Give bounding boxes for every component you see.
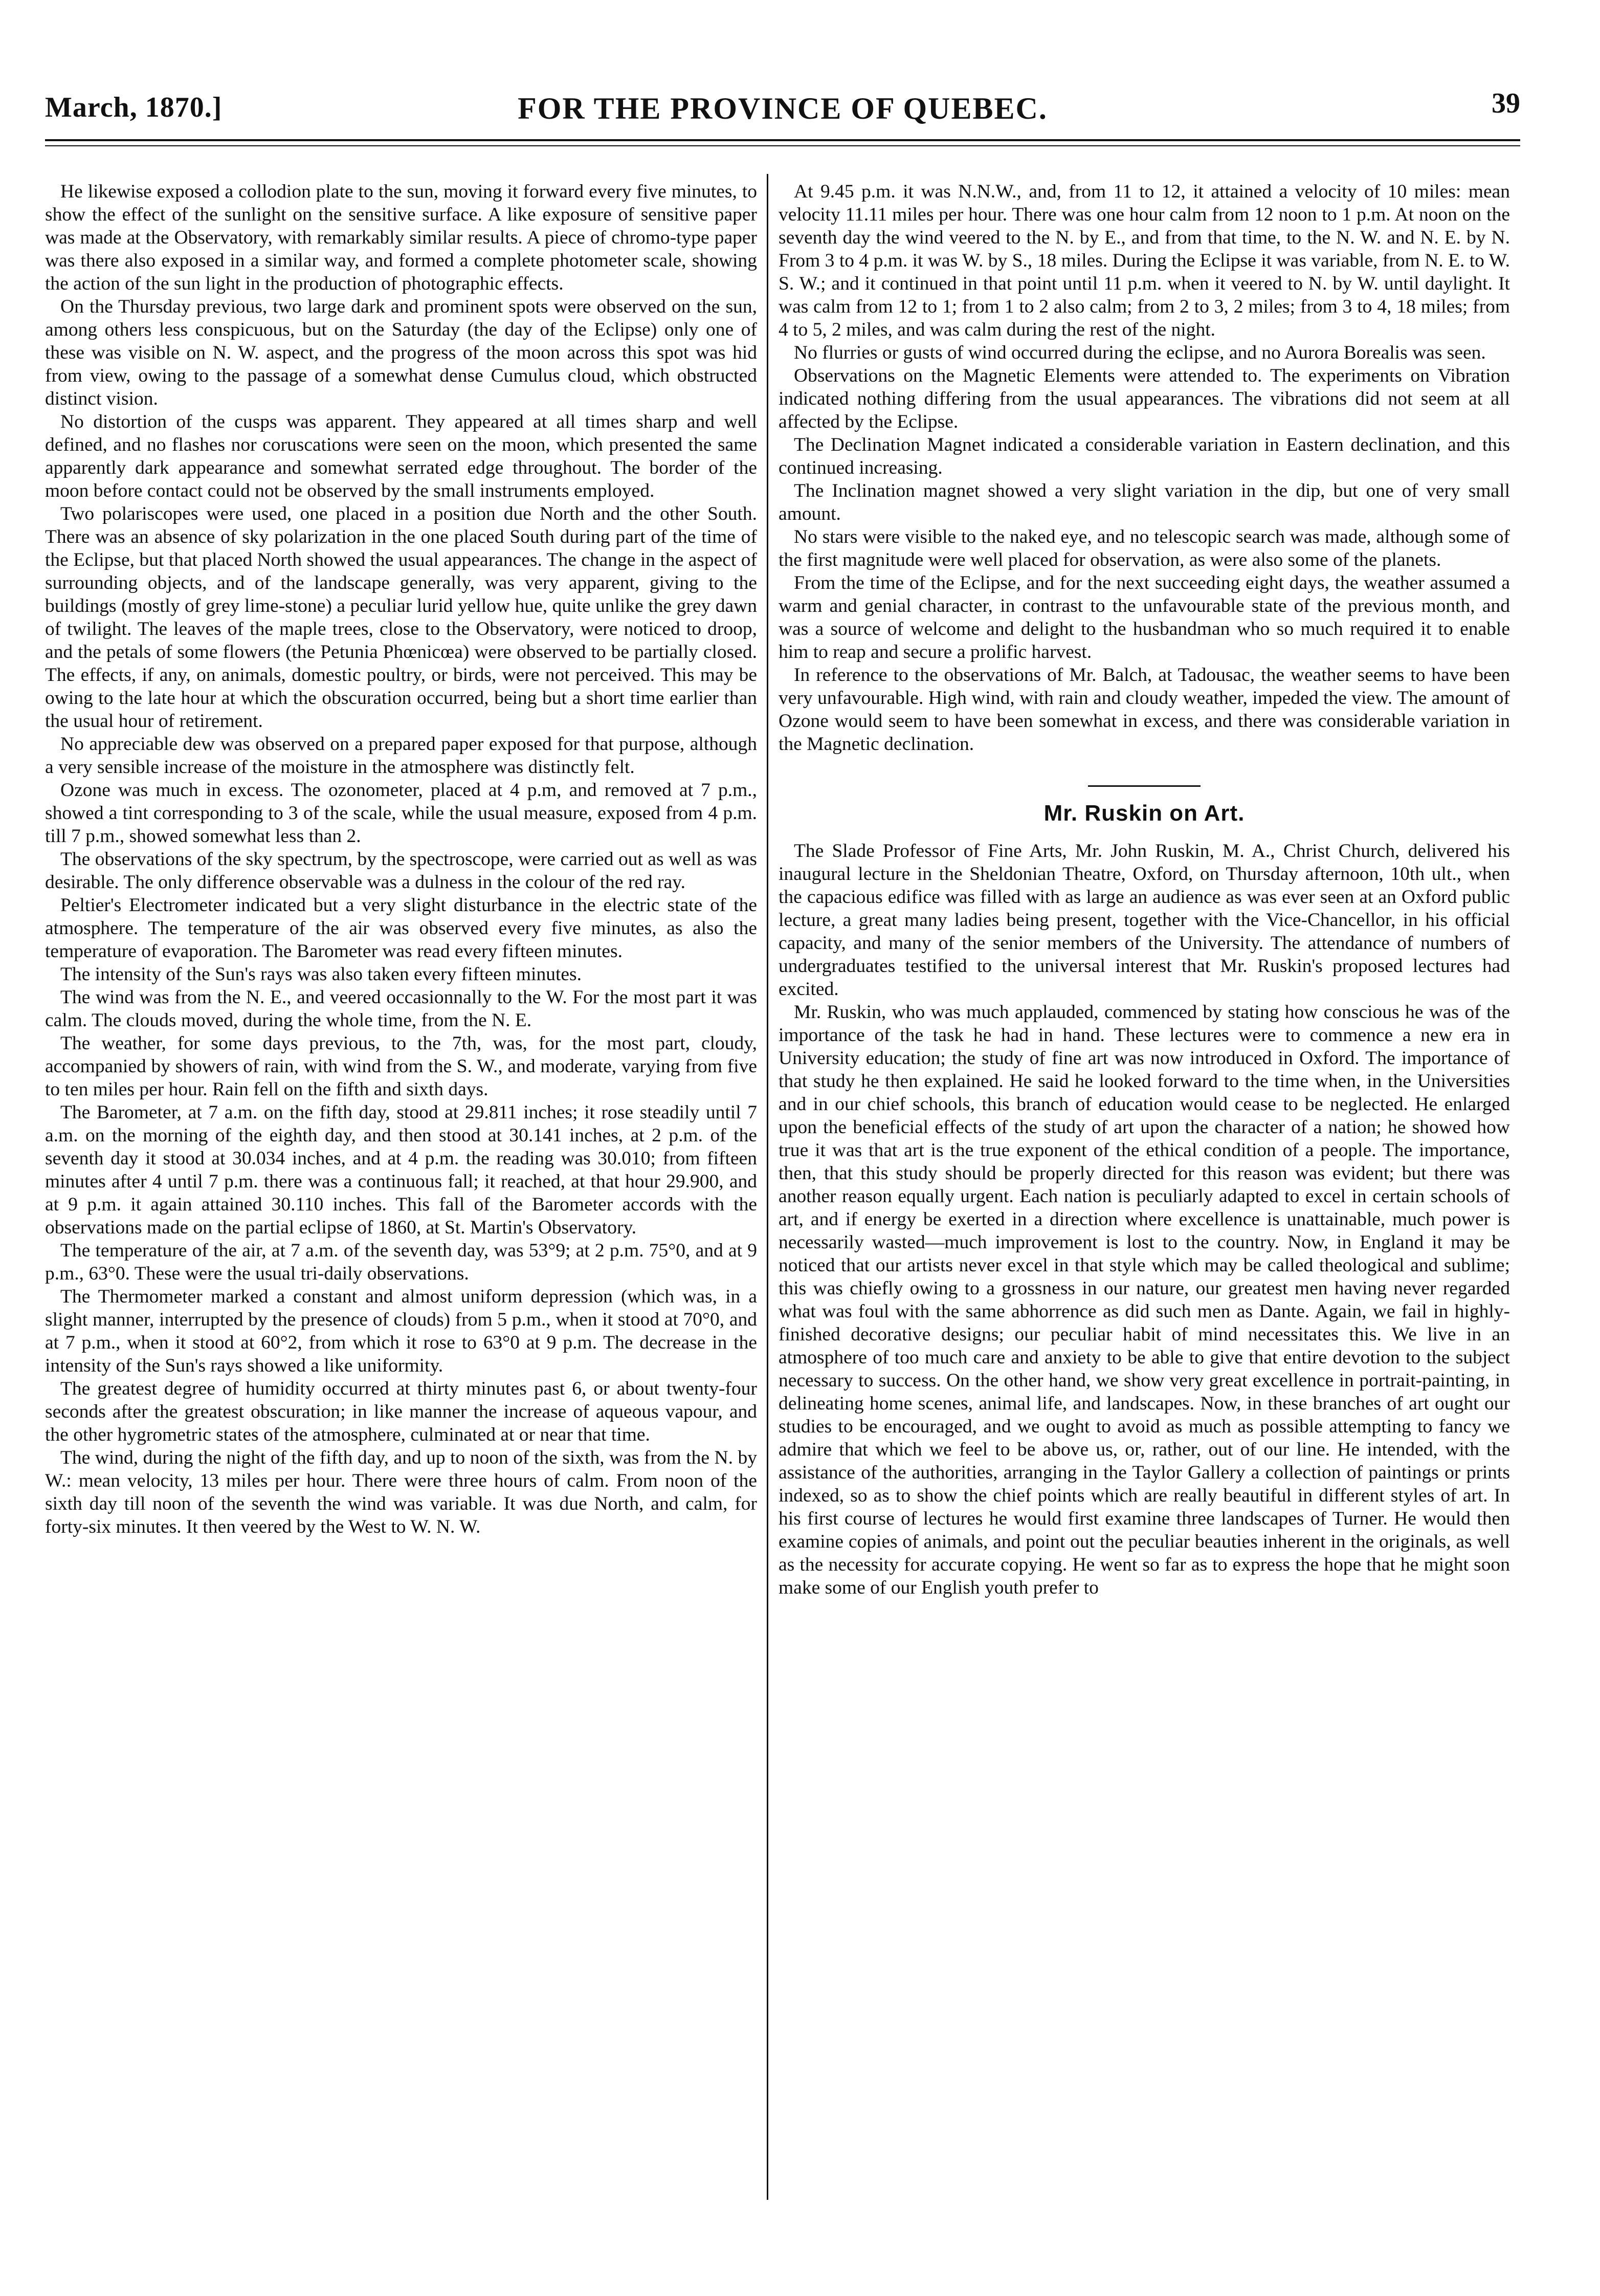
- paragraph: The greatest degree of humidity occurred at thirty minutes past 6, or about twenty-four seconds after the greatest obscuration; in like manner the increase of aqueous vapour, and the other hygrometric states of the atmosphere, culminated at or near that time.: [45, 1378, 757, 1445]
- header-rule-thin: [45, 145, 1520, 146]
- paragraph: The Barometer, at 7 a.m. on the fifth day, stood at 29.811 inches; it rose steadily until 7 a.m. on the morning of the eighth day, and then stood at 30.141 inches, at 2 p.m. of the seventh day it stood at 30.034 inches, and at 4 p.m. the reading was 30.010; from fifteen minutes after 4 until 7 p.m. there was a continuous fall; it reached, at that hour 29.900, and at 9 p.m. it again attained 30.110 inches. This fall of the Barometer accords with the observations made on the partial eclipse of 1860, at St. Martin's Observatory.: [45, 1102, 757, 1238]
- paragraph: In reference to the observations of Mr. Balch, at Tadousac, the weather seems to have been very unfavourable. High wind, with rain and cloudy weather, impeded the view. The amount of Ozone would seem to have been somewhat in excess, and there was considerable variation in the Magnetic declination.: [779, 665, 1510, 755]
- paragraph: From the time of the Eclipse, and for the next succeeding eight days, the weather assumed a warm and genial character, in contrast to the unfavourable state of the previous month, and was a source of welcome and delight to the husbandman who so much required it to enable him to reap and secure a prolific harvest.: [779, 572, 1510, 663]
- paragraph: Observations on the Magnetic Elements were attended to. The experiments on Vibration indicated nothing differing from the usual appearances. The vibrations did not seem at all affected by the Eclipse.: [779, 365, 1510, 432]
- paragraph: Two polariscopes were used, one placed in a position due North and the other South. There was an absence of sky polarization in the one placed South during part of the time of the Eclipse, but that placed North showed the usual appearances. The change in the aspect of surrounding objects, and of the landscape generally, was very apparent, giving to the buildings (mostly of grey lime-stone) a peculiar lurid yellow hue, quite unlike the grey dawn of twilight. The leaves of the maple trees, close to the Observatory, were noticed to droop, and the petals of some flowers (the Petunia Phœnicœa) were observed to be partially closed. The effects, if any, on animals, domestic poultry, or birds, were not perceived. This may be owing to the late hour at which the obscuration occurred, being but a short time earlier than the usual hour of retirement.: [45, 503, 757, 732]
- paragraph: The temperature of the air, at 7 a.m. of the seventh day, was 53°9; at 2 p.m. 75°0, and at 9 p.m., 63°0. These were the usual tri-daily observations.: [45, 1240, 757, 1284]
- paragraph: The wind, during the night of the fifth day, and up to noon of the sixth, was from the N. by W.: mean velocity, 13 miles per hour. There were three hours of calm. From noon of the sixth day till noon of the seventh the wind was variable. It was due North, and calm, for forty-six minutes. It then veered by the West to W. N. W.: [45, 1447, 757, 1537]
- paragraph: No flurries or gusts of wind occurred during the eclipse, and no Aurora Borealis was seen.: [794, 342, 1486, 363]
- paragraph: At 9.45 p.m. it was N.N.W., and, from 11 to 12, it attained a velocity of 10 miles: mean velocity 11.11 miles per hour. There was one hour calm from 12 noon to 1 p.m. At noon on the seventh day the wind veered to the N. by E., and from that time, to the N. W. and N. E. by N. From 3 to 4 p.m. it was W. by S., 18 miles. During the Eclipse it was variable, from N. E. to W. S. W.; and it continued in that point until 11 p.m. when it veered to N. by W. until daylight. It was calm from 12 to 1; from 1 to 2 also calm; from 2 to 3, 2 miles; from 3 to 4, 18 miles; from 4 to 5, 2 miles, and was calm during the rest of the night.: [779, 181, 1510, 340]
- paragraph: Mr. Ruskin, who was much applauded, commenced by stating how conscious he was of the importance of the task he had in hand. These lectures were to commence a new era in University education; the study of fine art was now introduced in Oxford. The importance of that study he then explained. He said he looked forward to the time when, in the Universities and in our chief schools, this branch of education would cease to be neglected. He enlarged upon the beneficial effects of the study of art upon the character of a nation; he showed how true it was that art is the true exponent of the ethical condition of a people. The importance, then, that this study should be properly directed for this reason was evident; but there was another reason equally urgent. Each nation is peculiarly adapted to excel in certain schools of art, and if energy be exerted in a direction where excellence is unattainable, much power is necessarily wasted—much improvement is lost to the country. Now, in England it may be noticed that our artists never excel in that style which may be called theological and sublime; this was chiefly owing to a grossness in our nature, our greatest men having never regarded what was foul with the same abhorrence as did such men as Dante. Again, we fail in highly-finished decorative designs; our peculiar habit of mind necessitates this. We live in an atmosphere of too much care and anxiety to be able to give that entire devotion to the subject necessary to success. On the other hand, we show very great excellence in portrait-painting, in delineating home scenes, animal life, and landscapes. Now, in these branches of art ought our studies to be encouraged, and we ought to avoid as much as possible attempting to fancy we admire that which we feel to be above us, or, rather, out of our line. He intended, with the assistance of the authorities, arranging in the Taylor Gallery a collection of paintings or prints indexed, so as to show the chief points which are really beautiful in different styles of art. In his first course of lectures he would first examine three landscapes of Turner. He would then examine copies of animals, and point out the peculiar beauties inherent in the originals, as well as the necessity for accurate copying. He went so far as to express the hope that he might soon make some of our English youth prefer to: [779, 1001, 1510, 1598]
- left-column: [45, 180, 757, 1538]
- right-column: [779, 180, 1510, 1599]
- header-title: FOR THE PROVINCE OF QUEBEC.: [518, 92, 1048, 125]
- paragraph: The Slade Professor of Fine Arts, Mr. John Ruskin, M. A., Christ Church, delivered his inaugural lecture in the Sheldonian Theatre, Oxford, on Thursday afternoon, 10th ult., when the capacious edifice was filled with as large an audience as was ever seen at an Oxford public lecture, a great many ladies being present, together with the Vice-Chancellor, in his official capacity, and many of the senior members of the University. The attendance of numbers of undergraduates testified to the universal interest that Mr. Ruskin's proposed lectures had excited.: [779, 840, 1510, 1000]
- paragraph: The weather, for some days previous, to the 7th, was, for the most part, cloudy, accompanied by showers of rain, with wind from the S. W., and moderate, varying from five to ten miles per hour. Rain fell on the fifth and sixth days.: [45, 1033, 757, 1100]
- header-date: March, 1870.]: [45, 92, 223, 123]
- header-rule: [45, 139, 1520, 141]
- page-header: [45, 87, 1520, 137]
- paragraph: The intensity of the Sun's rays was also taken every fifteen minutes.: [60, 964, 582, 985]
- column-divider: [767, 174, 768, 2200]
- paragraph: No stars were visible to the naked eye, and no telescopic search was made, although some of the first magnitude were well placed for observation, as were also some of the planets.: [779, 526, 1510, 570]
- paragraph: No appreciable dew was observed on a prepared paper exposed for that purpose, although a very sensible increase of the moisture in the atmosphere was distinctly felt.: [45, 734, 757, 778]
- section-title: Mr. Ruskin on Art.: [1043, 801, 1245, 826]
- paragraph: The Inclination magnet showed a very slight variation in the dip, but one of very small amount.: [779, 480, 1510, 524]
- paragraph: He likewise exposed a collodion plate to the sun, moving it forward every five minutes, to show the effect of the sunlight on the sensitive surface. A like exposure of sensitive paper was made at the Observatory, with remarkably similar results. A piece of chromo-type paper was there also exposed in a similar way, and formed a complete photometer scale, showing the action of the sun light in the production of photographic effects.: [45, 181, 757, 294]
- page-number: 39: [1492, 87, 1520, 119]
- paragraph: Peltier's Electrometer indicated but a very slight disturbance in the electric state of the atmosphere. The temperature of the air was observed every five minutes, as also the temperature of evaporation. The Barometer was read every fifteen minutes.: [45, 895, 757, 962]
- paragraph: The Declination Magnet indicated a considerable variation in Eastern declination, and this continued increasing.: [779, 434, 1510, 478]
- section-rule: [1088, 785, 1201, 787]
- paragraph: The wind was from the N. E., and veered occasionnally to the W. For the most part it was calm. The clouds moved, during the whole time, from the N. E.: [45, 987, 757, 1031]
- paragraph: Ozone was much in excess. The ozonometer, placed at 4 p.m, and removed at 7 p.m., showed a tint corresponding to 3 of the scale, while the usual measure, exposed from 4 p.m. till 7 p.m., showed somewhat less than 2.: [45, 780, 757, 847]
- paragraph: The observations of the sky spectrum, by the spectroscope, were carried out as well as was desirable. The only difference observable was a dulness in the colour of the red ray.: [45, 849, 757, 893]
- paragraph: The Thermometer marked a constant and almost uniform depression (which was, in a slight manner, interrupted by the presence of clouds) from 5 p.m., when it stood at 70°0, and at 7 p.m., when it stood at 60°2, from which it rose to 63°0 at 9 p.m. The decrease in the intensity of the Sun's rays showed a like uniformity.: [45, 1286, 757, 1376]
- paragraph: No distortion of the cusps was apparent. They appeared at all times sharp and well defined, and no flashes nor coruscations were seen on the moon, which presented the same apparently dark appearance and somewhat serrated edge throughout. The border of the moon before contact could not be observed by the small instruments employed.: [45, 411, 757, 501]
- paragraph: On the Thursday previous, two large dark and prominent spots were observed on the sun, among others less conspicuous, but on the Saturday (the day of the Eclipse) only one of these was visible on N. W. aspect, and the progress of the moon across this spot was hid from view, owing to the passage of a somewhat dense Cumulus cloud, which obstructed distinct vision.: [45, 296, 757, 409]
